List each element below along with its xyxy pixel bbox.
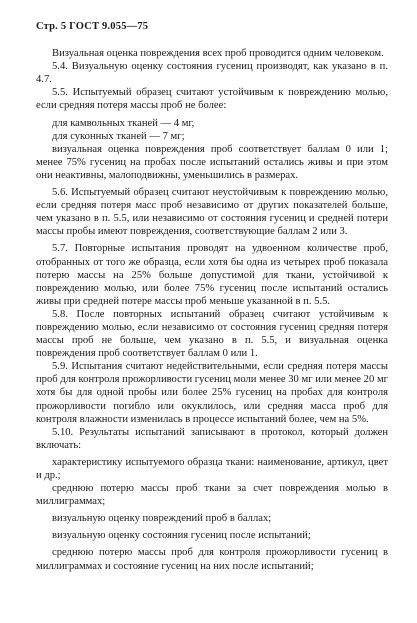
paragraph-5-5: 5.5. Испытуемый образец считают устойчивым к повреждению молью, если средняя потеря массы проб не более: bbox=[36, 87, 388, 112]
list-item-control-mass-loss: среднюю потерю массы проб для контроля прожорливости гусениц в миллиграммах и состояние гусениц на них после испытаний; bbox=[36, 547, 388, 572]
page-header: Стр. 5 ГОСТ 9.055—75 bbox=[36, 21, 149, 32]
paragraph-5-10: 5.10. Результаты испытаний записывают в протокол, который должен включать: bbox=[36, 426, 388, 451]
paragraph-visual-score: визуальная оценка повреждения проб соответствует баллам 0 или 1; менее 75% гусениц на пробах после испытаний остались живы и при этом они неактивны, малоподвижны, уменьшились в размерах. bbox=[36, 143, 388, 181]
list-item-characteristic: характеристику испытуемого образца ткани: наименование, артикул, цвет и др.; bbox=[36, 456, 388, 481]
paragraph-intro: Визуальная оценка повреждения всех проб проводится одним человеком. bbox=[52, 48, 384, 60]
list-item-worsted: для камвольных тканей — 4 мг, bbox=[52, 117, 195, 129]
document-page bbox=[36, 20, 388, 573]
paragraph-5-9: 5.9. Испытания считают недействительными, если средняя потеря массы проб для контроля прожорливости гусениц моли менее 30 мг или менее 20 мг хотя бы для одной пробы или более 25% гусениц на пробах для контроля прожорливости погибло или окуклилось, или средняя масса проб для контроля влажности изменилась в процессе испытаний более, чем на 5%. bbox=[36, 361, 388, 425]
paragraph-5-8: 5.8. После повторных испытаний образец считают устойчивым к повреждению молью, если независимо от состояния гусениц средняя потеря массы проб не больше, чем указано в п. 5.5, и визуальная оценка повреждения проб соответствует баллам 0 или 1. bbox=[36, 308, 388, 360]
list-item-mass-loss: среднюю потерю массы проб ткани за счет повреждения молью в миллиграммах; bbox=[36, 483, 388, 508]
paragraph-5-6: 5.6. Испытуемый образец считают неустойчивым к повреждению молью, если средняя потеря масс проб независимо от других показателей больше, чем указано в п. 5.5, или независимо от состояния гусениц и средней потери массы пробы имеют повреждения, соответствующие баллам 2 или 3. bbox=[36, 187, 388, 238]
list-item-cloth: для суконных тканей — 7 мг; bbox=[52, 130, 185, 142]
list-item-visual-damage: визуальную оценку повреждений проб в баллах; bbox=[52, 513, 272, 525]
list-item-caterpillar-state: визуальную оценку состояния гусениц после испытаний; bbox=[52, 530, 311, 542]
paragraph-5-7: 5.7. Повторные испытания проводят на удвоенном количестве проб, отобранных от того же образца, если хотя бы одна из четырех проб показала потерю массы на 25% больше допустимой для ткани, устойчивой к повреждению молью, или более 75% гусениц после испытаний остались живы при средней потере массы проб меньше указанной в п. 5.5. bbox=[36, 243, 388, 307]
paragraph-5-4: 5.4. Визуальную оценку состояния гусениц производят, как указано в п. 4.7. bbox=[36, 61, 388, 86]
